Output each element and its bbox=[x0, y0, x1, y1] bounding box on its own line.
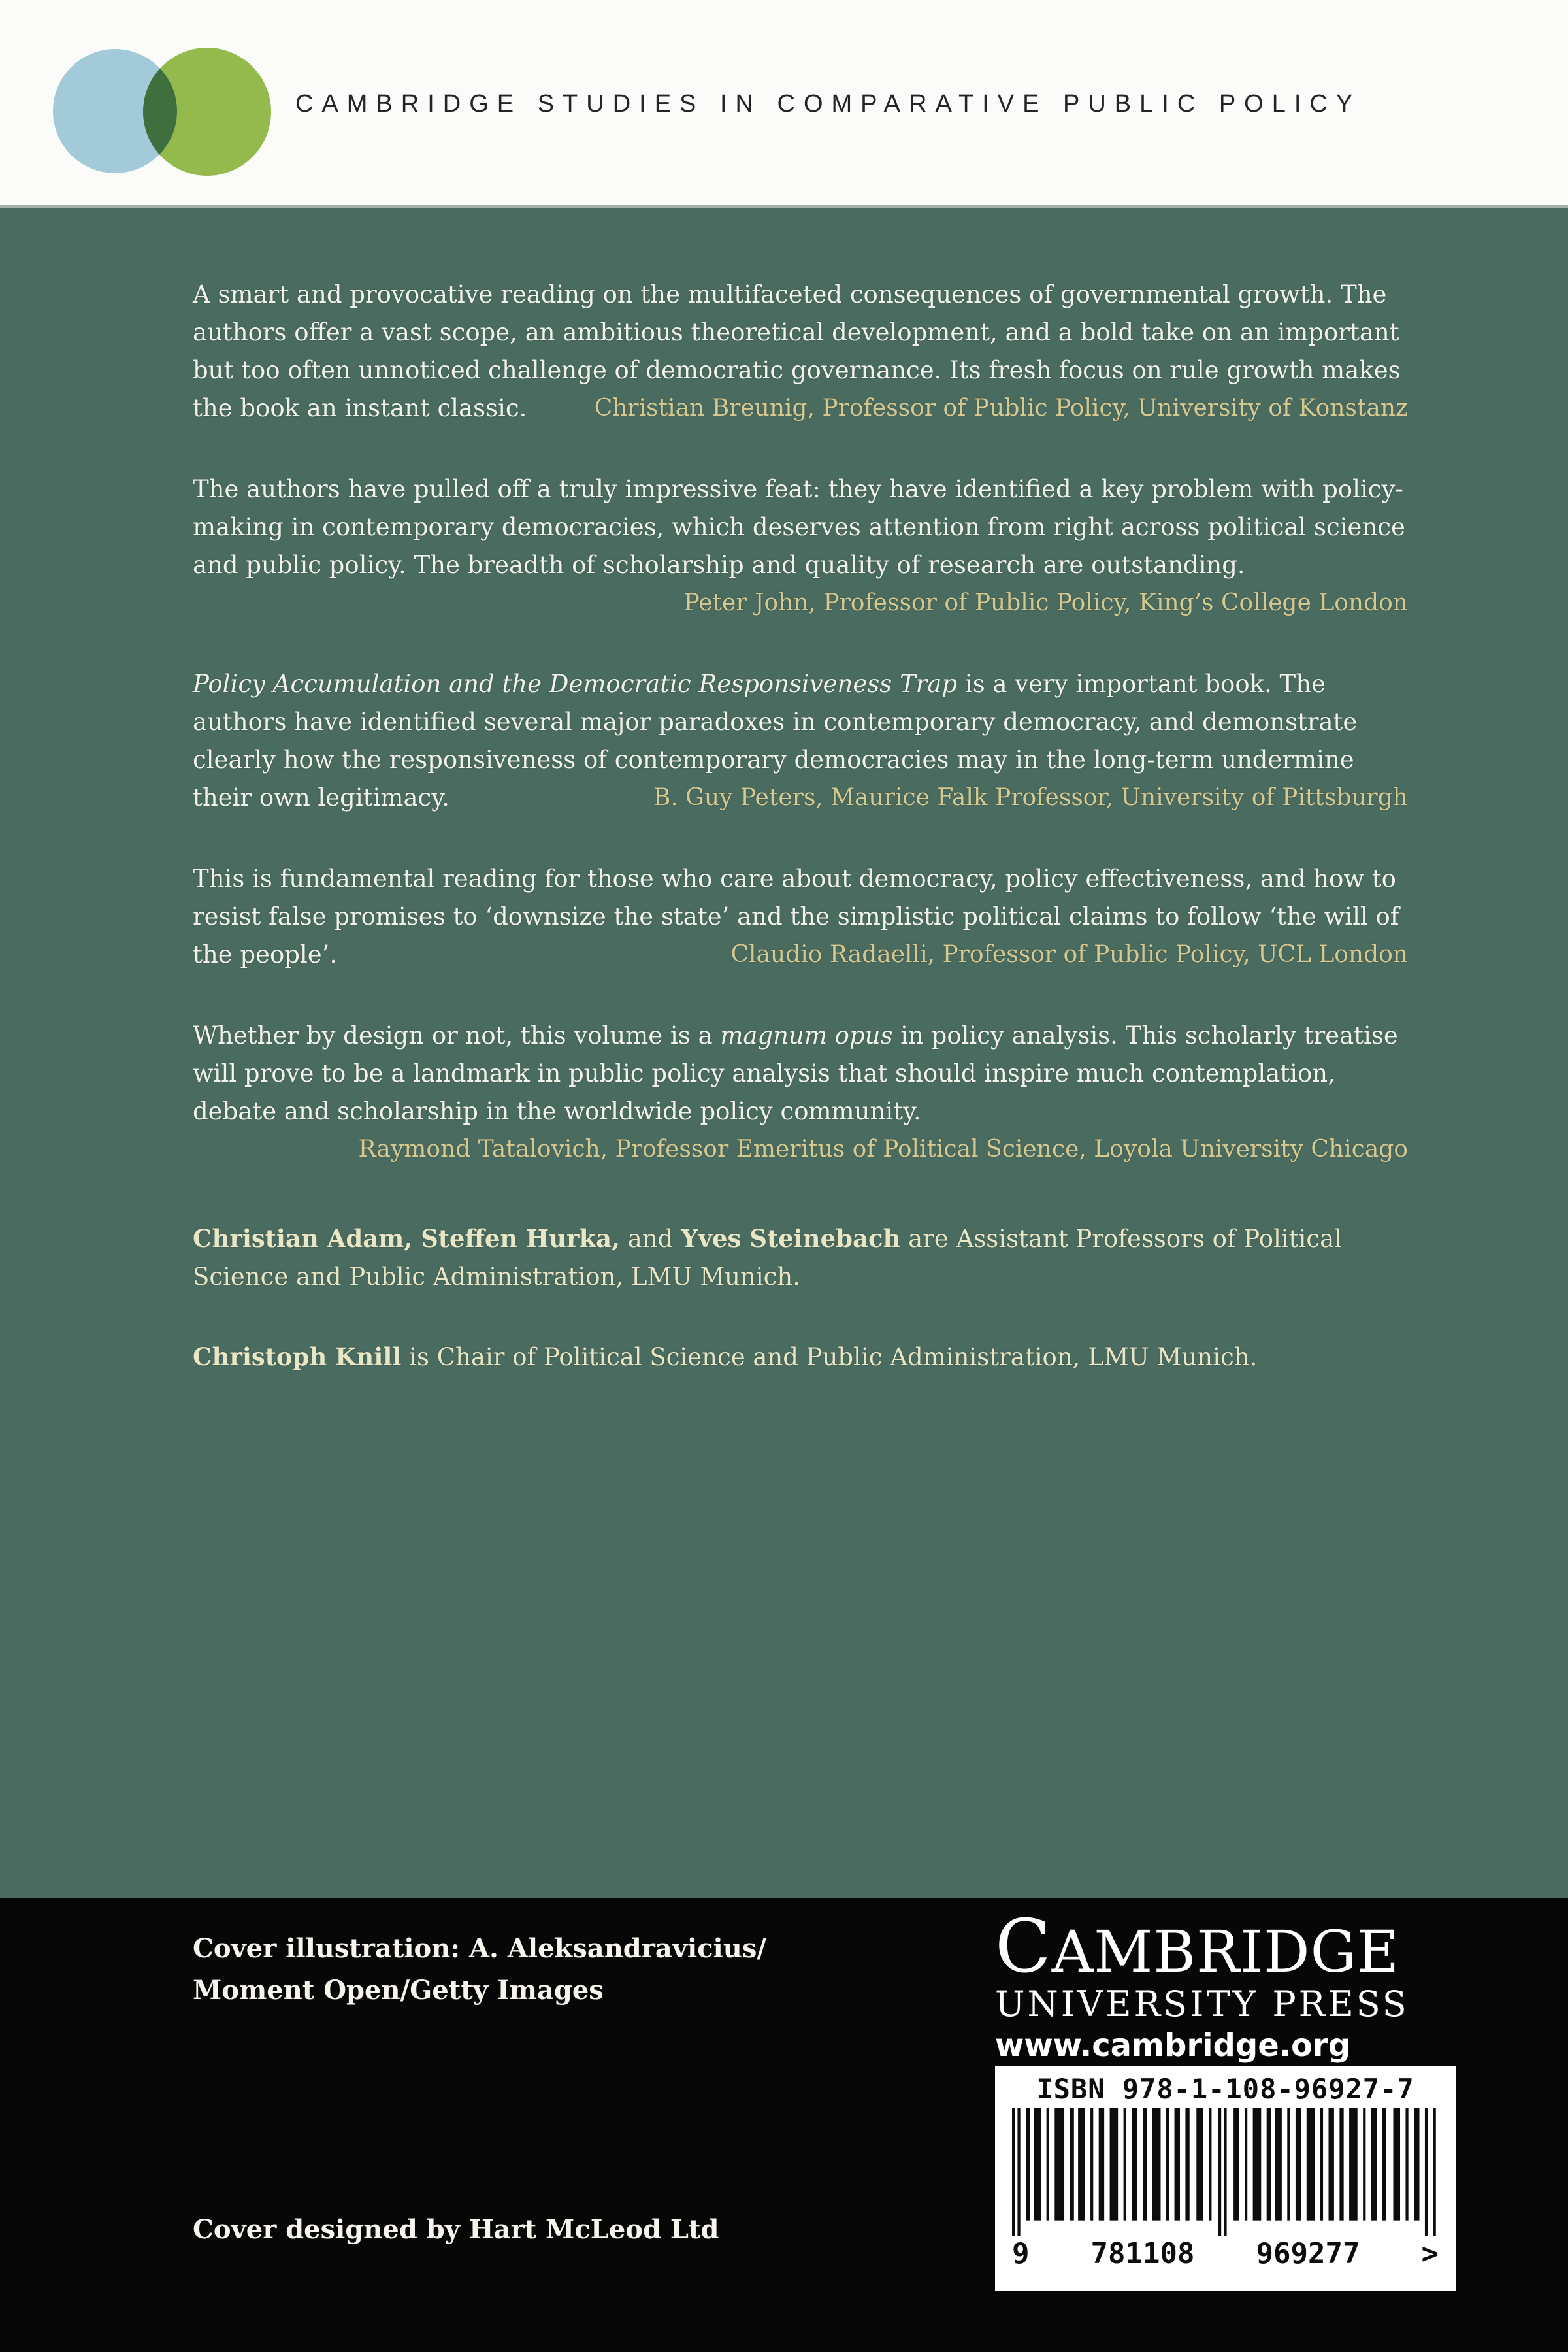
footer-band bbox=[0, 1898, 1568, 2352]
cover-illustration-credit-line2: Moment Open/Getty Images bbox=[193, 1975, 604, 2006]
isbn-label: ISBN 978-1-108-96927-7 bbox=[1036, 2073, 1414, 2105]
isbn-barcode-box bbox=[995, 2066, 1456, 2291]
barcode-digit-group: 781108 bbox=[1090, 2237, 1195, 2270]
barcode-icon bbox=[1012, 2108, 1439, 2236]
quote-text: The authors have pulled off a truly impressive feat: they have identified a key problem with policy-making in contemporary democracies, which deserves attention from right across political science and public policy. The breadth of scholarship and quality of research are outstanding. bbox=[193, 475, 1405, 579]
series-title: CAMBRIDGE STUDIES IN COMPARATIVE PUBLIC POLICY bbox=[295, 90, 1362, 118]
designer-credit: Cover designed by Hart McLeod Ltd bbox=[193, 2214, 719, 2245]
overlapping-circles-logo-icon bbox=[52, 47, 274, 178]
publisher-logo bbox=[995, 1904, 1456, 2066]
series-band bbox=[0, 0, 1568, 208]
cover-illustration-credit bbox=[193, 1928, 766, 2012]
review-quote bbox=[193, 276, 1408, 427]
quote-text: Policy Accumulation and the Democratic Responsiveness Trap is a very important book. The authors have identified several major paradoxes in contemporary democracy, and demonstrate clearly how the responsiveness of contemporary democracies may in the long-term undermine their own legitimacy. bbox=[193, 670, 1358, 812]
quote-attribution: B. Guy Peters, Maurice Falk Professor, University of Pittsburgh bbox=[653, 784, 1408, 811]
quote-attribution: Christian Breunig, Professor of Public Policy, University of Konstanz bbox=[594, 395, 1408, 422]
quote-text: A smart and provocative reading on the multifaceted consequences of governmental growth. The authors offer a vast scope, an ambitious theoretical development, and a bold take on an important but too often unnoticed challenge of democratic governance. Its fresh focus on rule growth makes the book an instant classic. bbox=[193, 280, 1401, 422]
review-quote bbox=[193, 860, 1408, 974]
publisher-website: www.cambridge.org bbox=[995, 2027, 1351, 2064]
quote-attribution: Raymond Tatalovich, Professor Emeritus of Political Science, Loyola University Chicago bbox=[358, 1136, 1408, 1163]
quote-text: This is fundamental reading for those who care about democracy, policy effectiveness, and how to resist false promises to ‘downsize the state’ and the simplistic political claims to follow ‘the will of the people’. bbox=[193, 865, 1399, 969]
quote-text: Whether by design or not, this volume is a magnum opus in policy analysis. This scholarly treatise will prove to be a landmark in public policy analysis that should inspire much contemplation, debate and scholarship in the worldwide policy community. bbox=[193, 1021, 1398, 1125]
barcode-digit-group: 9 bbox=[1012, 2237, 1030, 2270]
author-bios bbox=[193, 1219, 1408, 1376]
author-bio: Christoph Knill is Chair of Political Science and Public Administration, LMU Munich. bbox=[193, 1342, 1258, 1371]
cover-illustration-credit-line1: Cover illustration: A. Aleksandravicius/ bbox=[193, 1933, 766, 1964]
review-quote bbox=[193, 471, 1408, 622]
quote-attribution: Claudio Radaelli, Professor of Public Policy, UCL London bbox=[730, 941, 1408, 968]
publisher-name: CAMBRIDGE bbox=[995, 1904, 1400, 1989]
review-quote bbox=[193, 1017, 1408, 1168]
quote-attribution: Peter John, Professor of Public Policy, King’s College London bbox=[683, 589, 1408, 616]
barcode-digit-group: 969277 bbox=[1256, 2237, 1360, 2270]
publisher-subtitle: UNIVERSITY PRESS bbox=[995, 1983, 1409, 2025]
review-quote bbox=[193, 665, 1408, 817]
barcode-arrow: > bbox=[1421, 2237, 1439, 2270]
author-bio: Christian Adam, Steffen Hurka, and Yves Steinebach are Assistant Professors of Political Science and Public Administration, LMU Munich. bbox=[193, 1224, 1342, 1291]
barcode-digits bbox=[1012, 2237, 1439, 2271]
review-quotes-area bbox=[0, 208, 1568, 1898]
